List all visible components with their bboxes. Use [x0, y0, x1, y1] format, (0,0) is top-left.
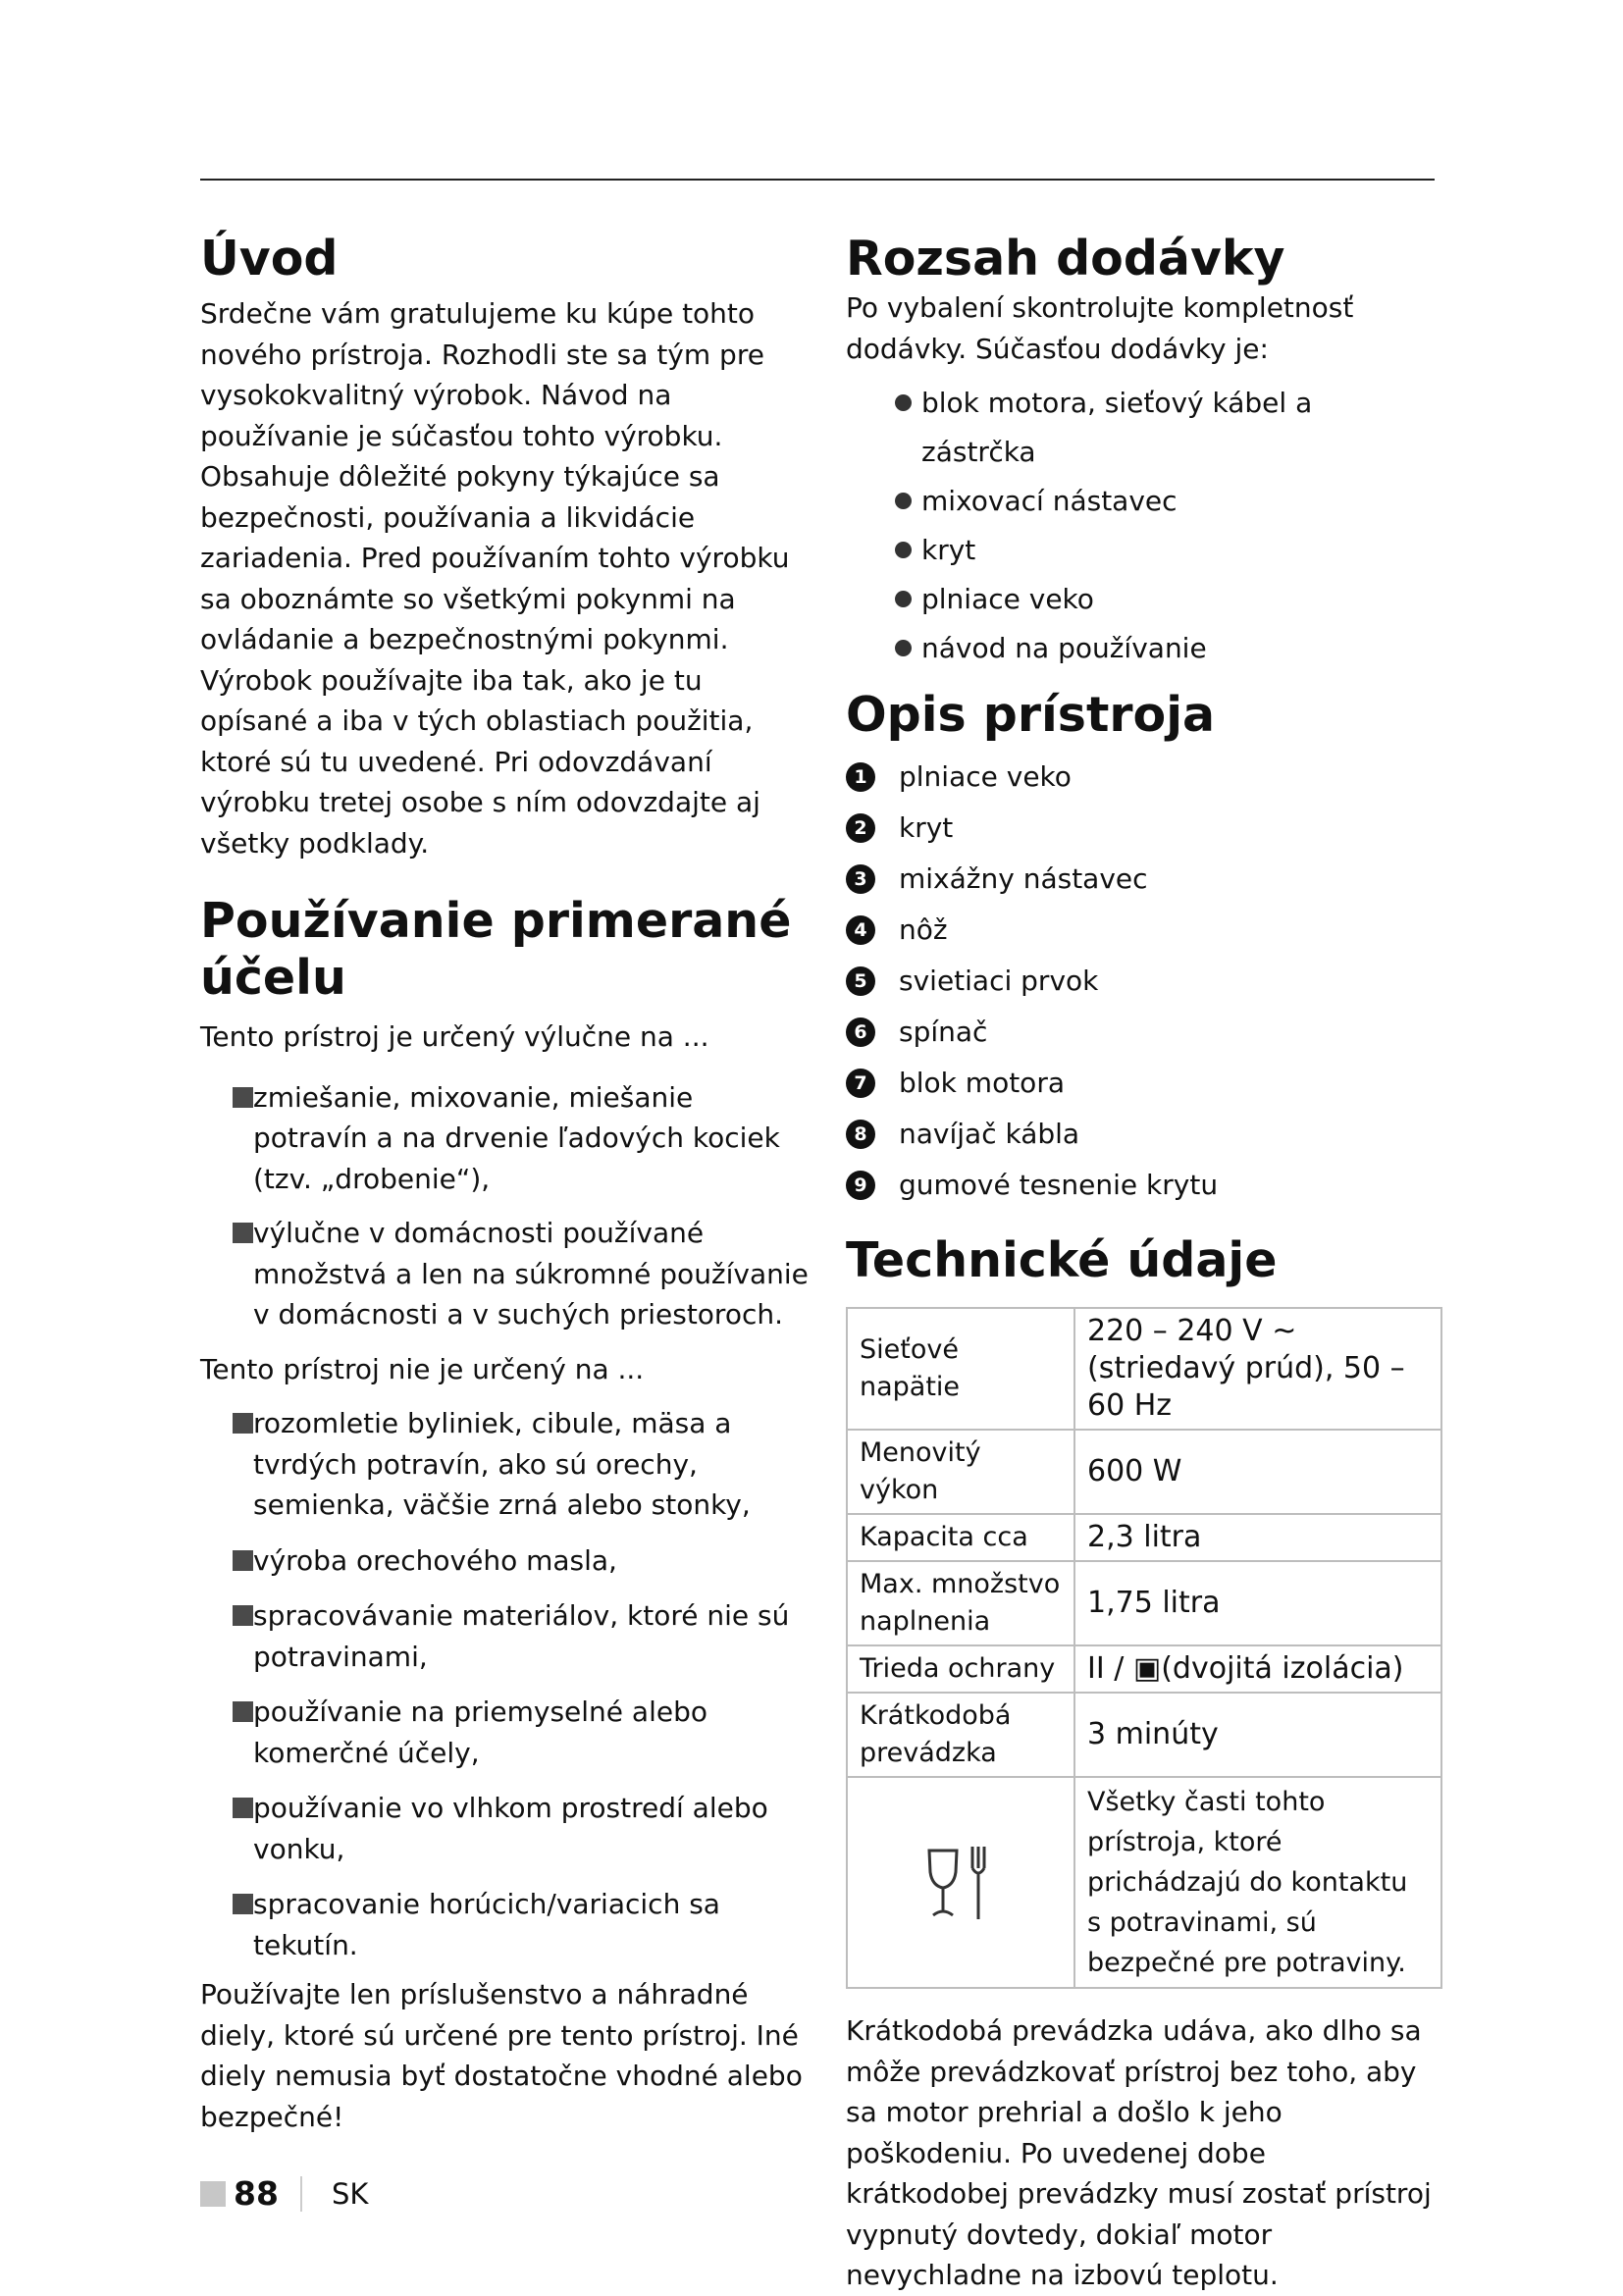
part-label: gumové tesnenie krytu: [899, 1169, 1219, 1201]
part-number-badge: 1: [846, 762, 875, 792]
list-item: výlučne v domácnosti používané množstvá a len na súkromné používanie v domácnosti a v suchých priestoroch.: [200, 1213, 809, 1335]
footer-square-marker: [200, 2181, 226, 2207]
page-number: 88: [234, 2174, 279, 2213]
part-number-badge: 2: [846, 813, 875, 843]
intro-text: Srdečne vám gratulujeme ku kúpe tohto nového prístroja. Rozhodli ste sa tým pre vysokokvalitný výrobok. Návod na používanie je súčasťou tohto výrobku. Obsahuje dôležité pokyny týkajúce sa bezpečnosti, používania a likvidácie zariadenia. Pred používaním tohto výrobku sa oboznámte so všetkými pokynmi na ovládanie a bezpečnostnými pokynmi. Výrobok používajte iba tak, ako je tu opísané a iba v tých oblastiach použitia, ktoré sú tu uvedené. Pri odovzdávaní výrobku tretej osobe s ním odovzdajte aj všetky podklady.: [200, 297, 790, 860]
part-label: navíjač kábla: [899, 1118, 1080, 1150]
table-cell-value: 3 minúty: [1074, 1693, 1441, 1777]
footer-divider: [300, 2176, 302, 2212]
not-intended-intro: Tento prístroj nie je určený na ...: [200, 1352, 645, 1385]
list-item: používanie na priemyselné alebo komerčné účely,: [200, 1692, 809, 1773]
top-rule: [200, 179, 1435, 181]
intro-heading: Úvod: [200, 231, 339, 287]
list-item: zmiešanie, mixovanie, miešanie potravín a na drvenie ľadových kociek (tzv. „drobenie“),: [200, 1077, 809, 1200]
part-label: mixážny nástavec: [899, 862, 1148, 895]
list-item: blok motora, sieťový kábel a zástrčka: [846, 379, 1435, 477]
technical-heading: Technické údaje: [846, 1232, 1278, 1288]
part-item: [846, 1058, 1435, 1109]
right-column: [846, 231, 1435, 2296]
technical-table: [846, 1307, 1442, 1989]
table-cell-value: 220 – 240 V ~ (striedavý prúd), 50 – 60 Hz: [1074, 1308, 1441, 1430]
part-label: kryt: [899, 811, 954, 844]
supply-heading: Rozsah dodávky: [846, 231, 1285, 287]
list-item: kryt: [846, 526, 1435, 575]
table-row: [847, 1777, 1441, 1988]
table-cell-label: Trieda ochrany: [847, 1645, 1074, 1693]
technical-note: Krátkodobá prevádzka udáva, ako dlho sa môže prevádzkovať prístroj bez toho, aby sa motor prehrial a došlo k jeho poškodeniu. Po uvedenej dobe krátkodobej prevádzky musí zostať prístroj vypnutý dovtedy, dokiaľ motor nevychladne na izbovú teplotu.: [846, 2014, 1432, 2291]
part-label: svietiaci prvok: [899, 965, 1099, 997]
table-cell-value: 600 W: [1074, 1430, 1441, 1514]
intended-use-heading: Používanie primerané účelu: [200, 893, 792, 1006]
part-item: [846, 905, 1435, 956]
supply-list: [846, 379, 1435, 673]
part-item: [846, 752, 1435, 803]
table-cell-value: 2,3 litra: [1074, 1514, 1441, 1561]
part-number-badge: 4: [846, 915, 875, 945]
list-item: spracovávanie materiálov, ktoré nie sú potravinami,: [200, 1595, 809, 1677]
table-row: [847, 1693, 1441, 1777]
part-item: [846, 1109, 1435, 1160]
part-number-badge: 3: [846, 864, 875, 894]
table-cell-label: Kapacita cca: [847, 1514, 1074, 1561]
part-number-badge: 9: [846, 1171, 875, 1200]
table-cell-label: Max. množstvo naplnenia: [847, 1561, 1074, 1645]
part-item: [846, 1160, 1435, 1211]
part-label: spínač: [899, 1016, 988, 1048]
list-item: plniace veko: [846, 575, 1435, 624]
table-cell-value: II / ▣(dvojitá izolácia): [1074, 1645, 1441, 1693]
left-column: [200, 231, 809, 2137]
table-row: [847, 1308, 1441, 1430]
part-label: plniace veko: [899, 760, 1072, 793]
part-number-badge: 6: [846, 1018, 875, 1047]
part-number-badge: 5: [846, 966, 875, 996]
part-number-badge: 7: [846, 1069, 875, 1098]
parts-list: [846, 752, 1435, 1211]
part-label: blok motora: [899, 1067, 1065, 1099]
page-footer: [200, 2174, 368, 2213]
table-cell-value: 1,75 litra: [1074, 1561, 1441, 1645]
table-cell-value: Všetky časti tohto prístroja, ktoré prichádzajú do kontaktu s potravinami, sú bezpečné pre potraviny.: [1074, 1777, 1441, 1988]
supply-intro: Po vybalení skontrolujte kompletnosť dodávky. Súčasťou dodávky je:: [846, 291, 1354, 365]
part-item: [846, 854, 1435, 905]
accessories-note: Používajte len príslušenstvo a náhradné diely, ktoré sú určené pre tento prístroj. Iné diely nemusia byť dostatočne vhodné alebo bezpečné!: [200, 1978, 803, 2133]
food-safe-icon: [921, 1839, 1000, 1927]
list-item: mixovací nástavec: [846, 477, 1435, 526]
list-item: výroba orechového masla,: [200, 1540, 809, 1582]
table-row: [847, 1514, 1441, 1561]
language-code: SK: [331, 2176, 369, 2211]
intended-use-intro: Tento prístroj je určený výlučne na ...: [200, 1020, 709, 1053]
table-row: [847, 1430, 1441, 1514]
table-row: [847, 1561, 1441, 1645]
part-item: [846, 956, 1435, 1007]
list-item: spracovanie horúcich/variacich sa tekutín.: [200, 1884, 809, 1965]
part-label: nôž: [899, 913, 948, 946]
table-row: [847, 1645, 1441, 1693]
part-item: [846, 1007, 1435, 1058]
list-item: rozomletie byliniek, cibule, mäsa a tvrdých potravín, ako sú orechy, semienka, väčšie zrná alebo stonky,: [200, 1403, 809, 1526]
table-cell-label: Menovitý výkon: [847, 1430, 1074, 1514]
list-item: návod na používanie: [846, 624, 1435, 673]
food-safe-cell: [847, 1777, 1074, 1988]
table-cell-label: Sieťové napätie: [847, 1308, 1074, 1430]
table-cell-label: Krátkodobá prevádzka: [847, 1693, 1074, 1777]
part-number-badge: 8: [846, 1120, 875, 1149]
allowed-use-list: [200, 1077, 809, 1335]
description-heading: Opis prístroja: [846, 687, 1216, 743]
part-item: [846, 803, 1435, 854]
list-item: používanie vo vlhkom prostredí alebo vonku,: [200, 1788, 809, 1869]
not-allowed-use-list: [200, 1403, 809, 1965]
